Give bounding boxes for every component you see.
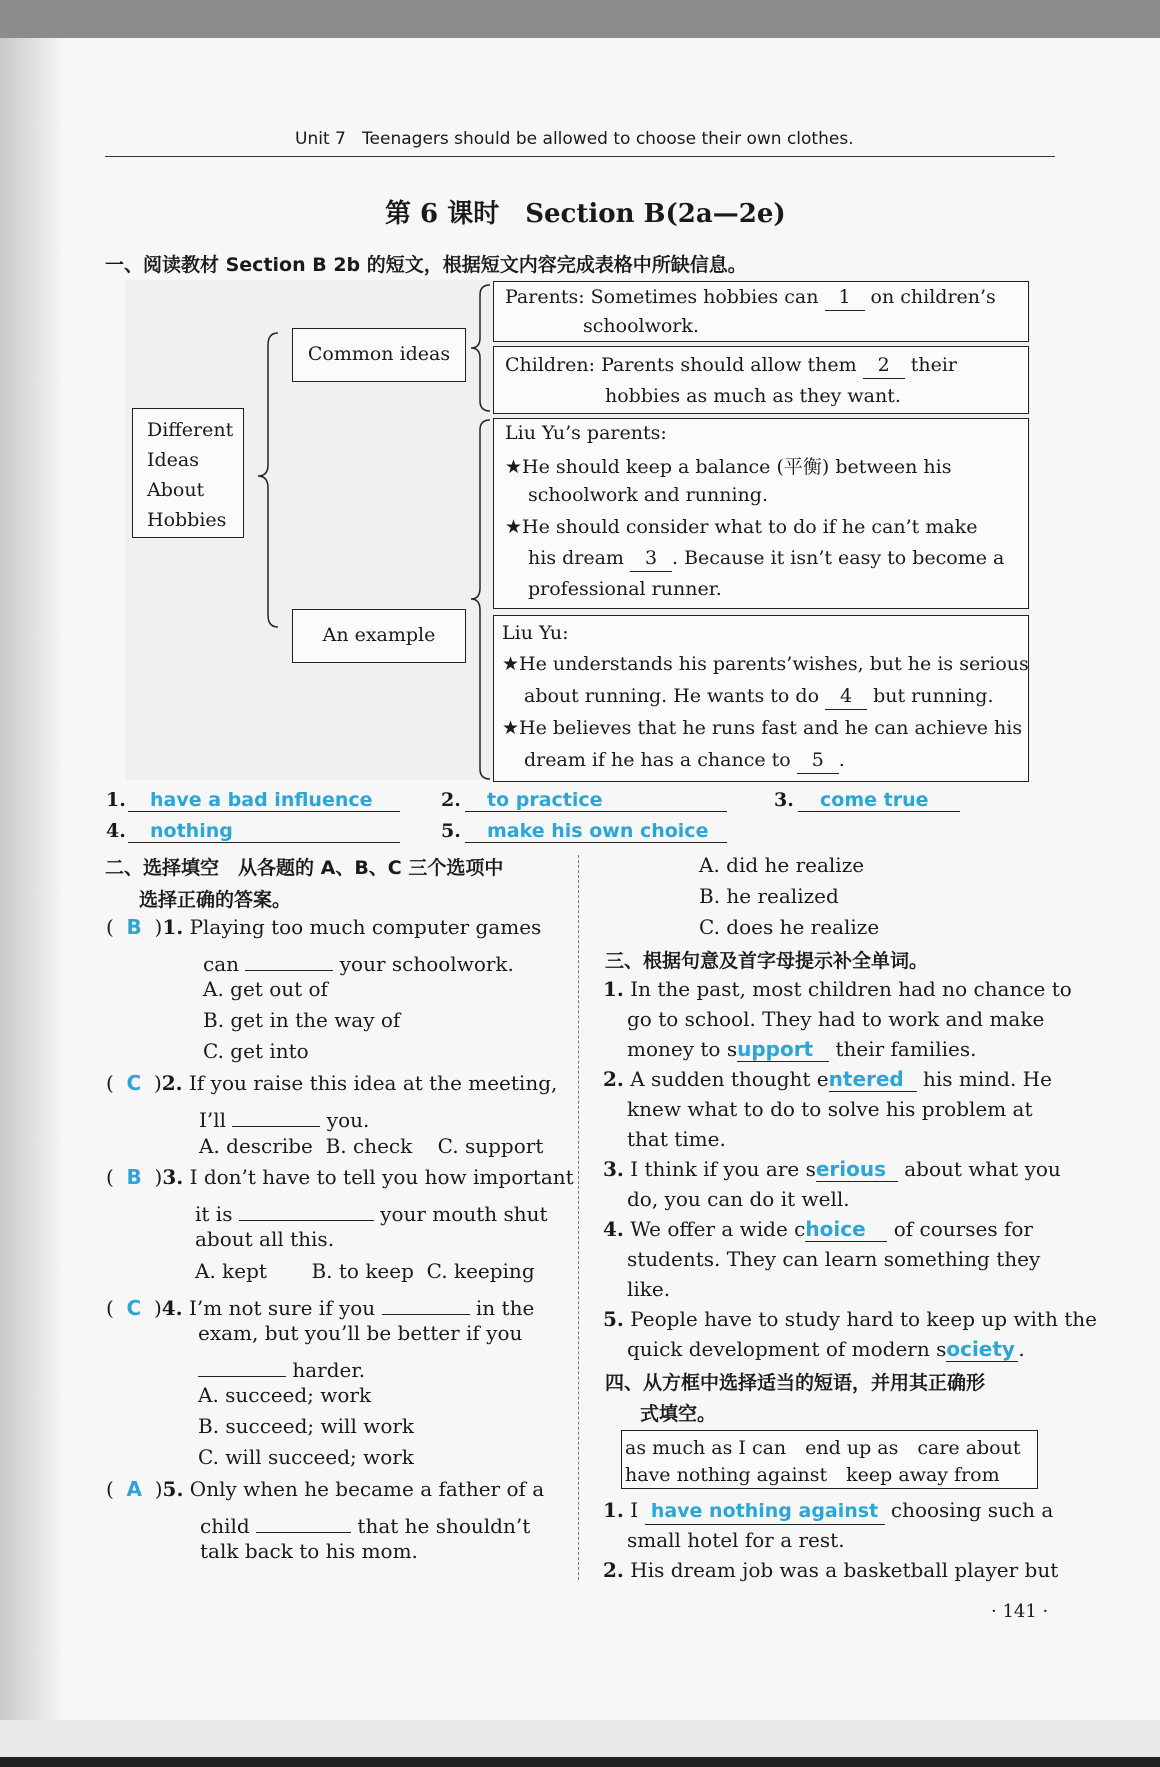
liu-yu-box: Liu Yu: ★He understands his parents’wishes, but he is serious about running. He wants to do 4 but running. ★He believes that he runs fast and he can achieve his dream if he has a chance to 5 .: [493, 615, 1029, 782]
column-divider: [578, 855, 579, 1580]
bottom-band: [0, 1720, 1160, 1767]
children-box: Children: Parents should allow them 2 their hobbies as much as they want.: [493, 346, 1029, 414]
answer-2: 2. to practice: [441, 789, 461, 811]
mc-answer-2: C: [126, 1071, 142, 1095]
word-sentence-4: 4. We offer a wide choice of courses for: [603, 1217, 1033, 1241]
blank-5: 5: [797, 749, 839, 774]
word-answer-5: ociety: [946, 1337, 1018, 1362]
answer-4: 4. nothing: [106, 820, 126, 842]
mc-answer-3: B: [126, 1165, 142, 1189]
phrase-sentence-1: 1. I have nothing against choosing such a: [603, 1498, 1053, 1525]
common-ideas-box: Common ideas: [292, 328, 466, 382]
mc-question-4: ( C )4. I’m not sure if you in the: [106, 1290, 534, 1320]
answer-1: 1. have a bad influence: [106, 789, 126, 811]
header-unit: Unit 7: [295, 129, 346, 149]
blank-4: 4: [825, 685, 867, 710]
mc-answer-5: A: [126, 1477, 143, 1501]
word-sentence-1: 1. In the past, most children had no chance to: [603, 977, 1072, 1001]
liu-yu-parents-box: Liu Yu’s parents: ★He should keep a balance (平衡) between his schoolwork and running. ★He should consider what to do if he can’t make his dream 3 . Because it isn’t easy to become a professional runner.: [493, 418, 1029, 609]
part4-heading: 四、从方框中选择适当的短语，并用其正确形: [605, 1372, 986, 1394]
word-sentence-3: 3. I think if you are serious about what you: [603, 1157, 1061, 1181]
answer-5: 5. make his own choice: [441, 820, 461, 842]
lesson-title: 第 6 课时 Section B(2a—2e): [385, 199, 786, 229]
common-ideas-brace: [468, 283, 492, 413]
word-sentence-5: 5. People have to study hard to keep up with the: [603, 1307, 1097, 1331]
page-shadow: [0, 38, 60, 1720]
blank-3: 3: [630, 547, 672, 572]
mc-answer-1: B: [126, 915, 142, 939]
running-header: [295, 129, 854, 149]
phrase-sentence-2: 2. His dream job was a basketball player but: [603, 1558, 1059, 1582]
answer-3: 3. come true: [774, 789, 794, 811]
phrase-answer-1: have nothing against: [645, 1500, 885, 1525]
blank-2: 2: [863, 354, 905, 379]
word-sentence-2: 2. A sudden thought entered his mind. He: [603, 1067, 1052, 1091]
example-box: An example: [292, 609, 466, 663]
header-rule: [105, 156, 1055, 157]
part1-heading: 一、阅读教材 Section B 2b 的短文，根据短文内容完成表格中所缺信息。: [105, 254, 747, 276]
main-brace: [250, 330, 280, 630]
header-title: Teenagers should be allowed to choose their own clothes.: [362, 129, 854, 149]
part2-heading: 二、选择填空 从各题的 A、B、C 三个选项中: [105, 857, 504, 879]
mc-question-1: ( B )1. Playing too much computer games: [106, 915, 542, 939]
word-answer-3: erious: [816, 1157, 898, 1182]
blank-1: 1: [825, 286, 865, 311]
mc-answer-4: C: [126, 1296, 142, 1320]
page-number: · 141 ·: [991, 1601, 1049, 1622]
mc-question-3: ( B )3. I don’t have to tell you how important: [106, 1165, 574, 1189]
word-answer-1: upport: [737, 1037, 829, 1062]
parents-box: Parents: Sometimes hobbies can 1 on children’s schoolwork.: [493, 281, 1029, 342]
root-box: Different Ideas About Hobbies: [132, 408, 244, 538]
word-answer-4: hoice: [805, 1217, 887, 1242]
phrase-box: as much as I can end up as care about have nothing against keep away from: [621, 1430, 1038, 1489]
part3-heading: 三、根据句意及首字母提示补全单词。: [605, 950, 929, 972]
word-answer-2: ntered: [829, 1067, 917, 1092]
mc-question-5: ( A )5. Only when he became a father of a: [106, 1477, 545, 1501]
example-brace: [468, 418, 492, 781]
mc-question-2: ( C )2. If you raise this idea at the meeting,: [106, 1071, 558, 1095]
